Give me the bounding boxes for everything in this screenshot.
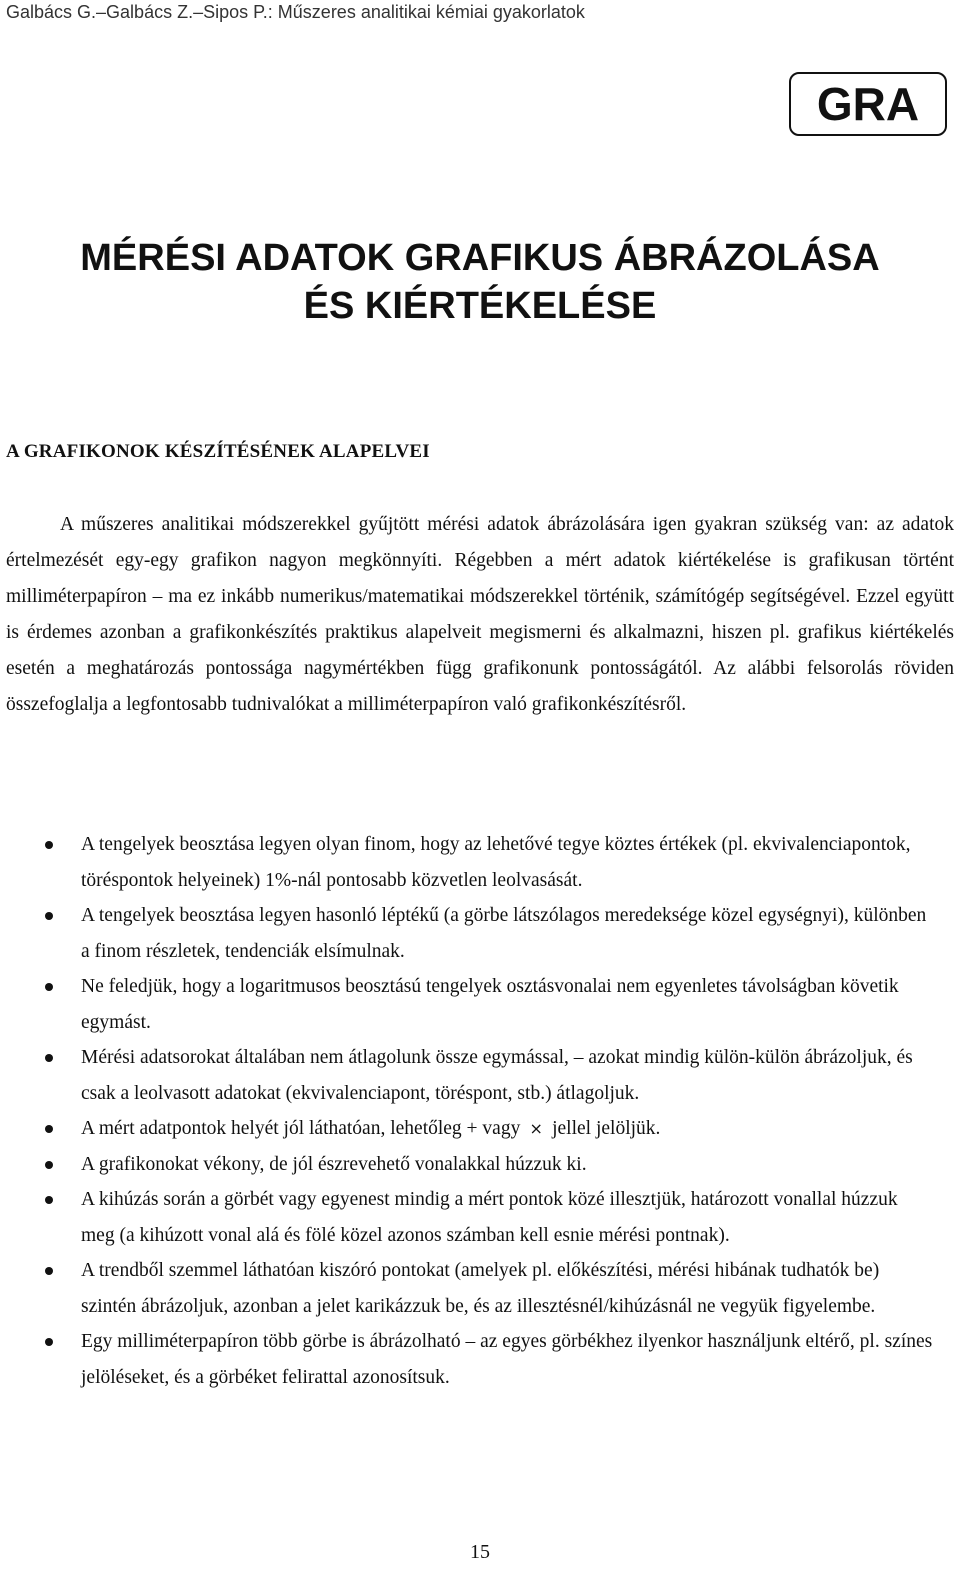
bullet-icon bbox=[45, 1125, 53, 1133]
list-item bbox=[0, 1253, 960, 1324]
section-heading: A GRAFIKONOK KÉSZÍTÉSÉNEK ALAPELVEI bbox=[6, 441, 430, 462]
bullet-icon bbox=[45, 912, 53, 920]
chapter-title-line-2: ÉS KIÉRTÉKELÉSE bbox=[303, 285, 657, 327]
guideline-list bbox=[0, 827, 960, 1395]
list-item-text: Egy milliméterpapíron több görbe is ábrázolható – az egyes görbékhez ilyenkor használjunk eltérő, pl. színes jelöléseket, és a görbéket felirattal azonosítsuk. bbox=[81, 1331, 933, 1388]
list-item bbox=[0, 969, 960, 1040]
bullet-icon bbox=[45, 1054, 53, 1062]
bullet-icon bbox=[45, 983, 53, 991]
bullet-icon bbox=[45, 1338, 53, 1346]
cross-mark-icon: × bbox=[529, 1119, 543, 1138]
list-item-text-before: A mért adatpontok helyét jól láthatóan, lehetőleg + vagy bbox=[81, 1118, 521, 1139]
list-item-text: A kihúzás során a görbét vagy egyenest mindig a mért pontok közé illesztjük, határozott vonallal húzzuk meg (a kihúzott vonal alá és fölé közel azonos számban kell esnie mérési pontnak). bbox=[81, 1189, 898, 1246]
list-item bbox=[0, 827, 960, 898]
list-item-text: Mérési adatsorokat általában nem átlagolunk össze egymással, – azokat mindig külön-külön ábrázoljuk, és csak a leolvasott adatokat (ekvivalenciapont, töréspont, stb.) átlagoljuk. bbox=[81, 1047, 913, 1104]
intro-paragraph: A műszeres analitikai módszerekkel gyűjtött mérési adatok ábrázolására igen gyakran szükség van: az adatok értelmezését egy-egy grafikon nagyon megkönnyíti. Régebben a mért adatok kiértékelése is grafikusan történt milliméterpapíron – ma ez inkább numerikus/matematikai módszerekkel történik, számítógép segítségével. Ezzel együtt is érdemes azonban a grafikonkészítés praktikus alapelveit megismerni és alkalmazni, hiszen pl. grafikus kiértékelés esetén a meghatározás pontossága nagymértékben függ grafikonunk pontosságától. Az alábbi felsorolás röviden összefoglalja a legfontosabb tudnivalókat a milliméterpapíron való grafikonkészítésről. bbox=[6, 514, 954, 715]
list-item-text: A trendből szemmel láthatóan kiszóró pontokat (amelyek pl. előkészítési, mérési hibának tudhatók be) szintén ábrázoljuk, azonban a jelet karikázzuk be, és az illesztésnél/kihúzásnál ne vegyük figyelembe. bbox=[81, 1260, 880, 1317]
list-item-text: A grafikonokat vékony, de jól észrevehető vonalakkal húzzuk ki. bbox=[81, 1153, 587, 1175]
list-item bbox=[0, 1324, 960, 1395]
chapter-code-box: GRA bbox=[789, 72, 947, 136]
bullet-icon bbox=[45, 1267, 53, 1275]
list-item bbox=[0, 1111, 960, 1147]
running-header: Galbács G.–Galbács Z.–Sipos P.: Műszeres analitikai kémiai gyakorlatok bbox=[6, 2, 585, 22]
chapter-title-line-1: MÉRÉSI ADATOK GRAFIKUS ÁBRÁZOLÁSA bbox=[80, 237, 880, 279]
bullet-icon bbox=[45, 1161, 53, 1169]
bullet-icon bbox=[45, 841, 53, 849]
list-item-text: Ne feledjük, hogy a logaritmusos beosztású tengelyek osztásvonalai nem egyenletes távolságban követik egymást. bbox=[81, 976, 899, 1033]
list-item bbox=[0, 1040, 960, 1111]
list-item-text: A tengelyek beosztása legyen hasonló léptékű (a görbe látszólagos meredeksége közel egységnyi), különben a finom részletek, tendenciák elsímulnak. bbox=[81, 905, 927, 962]
bullet-icon bbox=[45, 1196, 53, 1204]
page-number: 15 bbox=[470, 1541, 490, 1563]
list-item bbox=[0, 1182, 960, 1253]
list-item-text-after: jellel jelöljük. bbox=[552, 1118, 661, 1139]
list-item-text: A tengelyek beosztása legyen olyan finom, hogy az lehetővé tegye köztes értékek (pl. ekvivalenciapontok, töréspontok helyeinek) 1%-nál pontosabb közvetlen leolvasását. bbox=[81, 834, 911, 891]
list-item bbox=[0, 898, 960, 969]
chapter-title bbox=[0, 234, 960, 330]
list-item bbox=[0, 1147, 960, 1183]
